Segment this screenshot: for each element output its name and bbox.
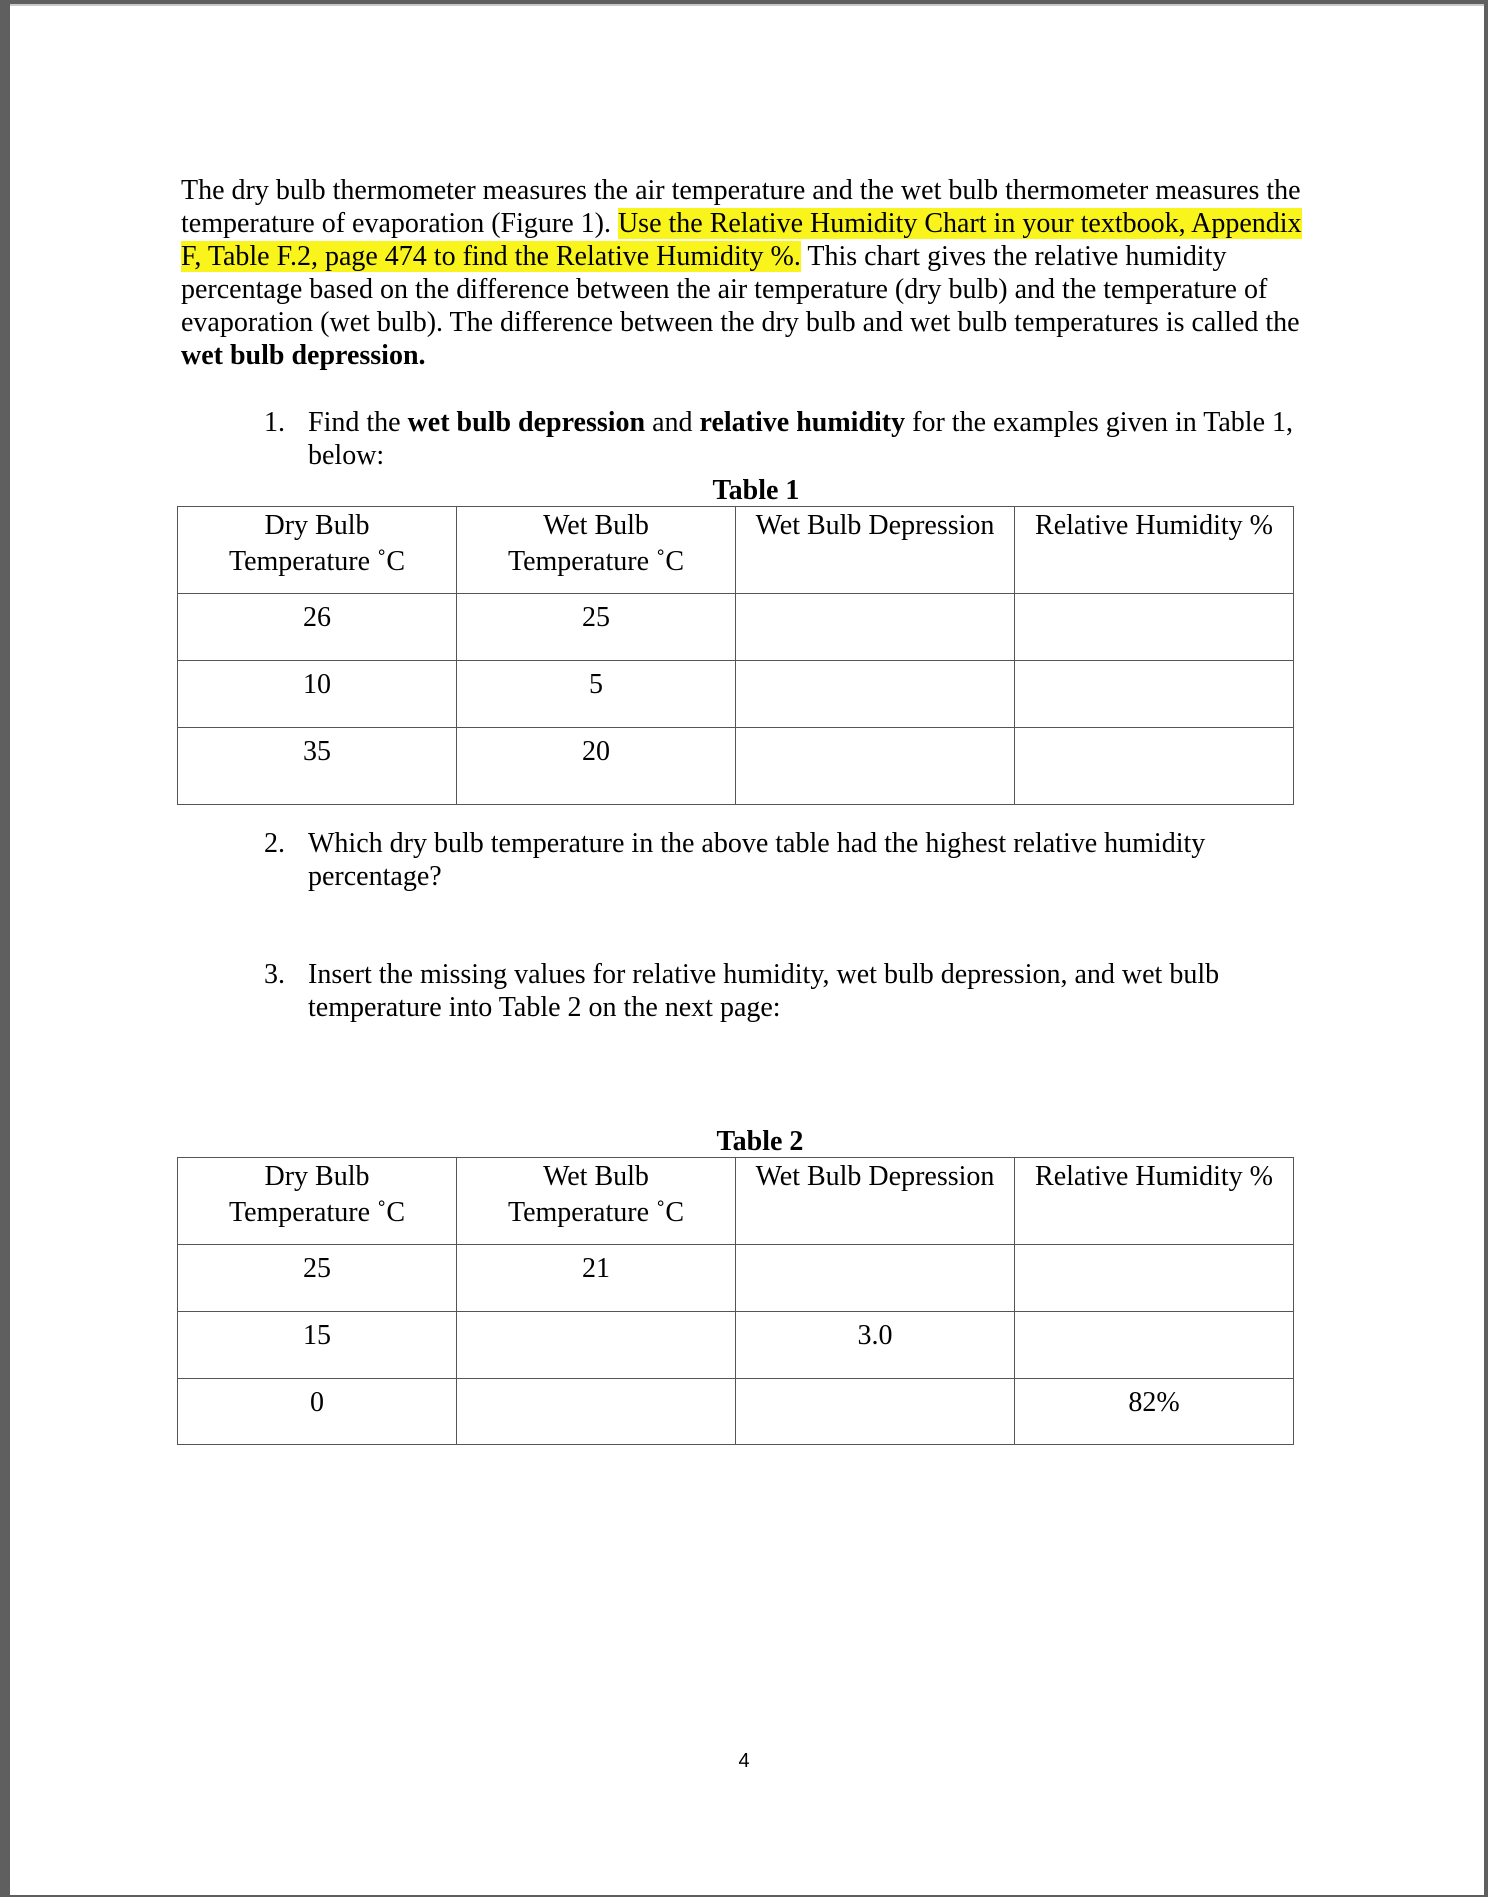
- intro-text-1: The dry bulb thermometer measures the air temperature and the wet bulb thermometer measures the temperature of evaporation (Figure 1).: [181, 175, 1301, 239]
- header-relative-humidity: Relative Humidity %: [1015, 1158, 1294, 1245]
- table-cell: 10: [178, 661, 457, 728]
- header-relative-humidity: Relative Humidity %: [1015, 507, 1294, 594]
- table-row: [178, 1379, 1294, 1445]
- table-2: [177, 1157, 1294, 1445]
- table-cell[interactable]: [1015, 594, 1294, 661]
- question-number: 2.: [264, 828, 285, 859]
- table-row: [178, 1245, 1294, 1312]
- table-cell: 82%: [1015, 1379, 1294, 1445]
- question-2: [264, 827, 1314, 893]
- table-cell: 25: [457, 594, 736, 661]
- table-cell: 25: [178, 1245, 457, 1312]
- table-row: [178, 661, 1294, 728]
- table-1: [177, 506, 1294, 805]
- table-cell: 35: [178, 728, 457, 805]
- table-2-caption: Table 2: [716, 1126, 804, 1157]
- question-number: 3.: [264, 959, 285, 990]
- table-cell: 15: [178, 1312, 457, 1379]
- header-dry-bulb: Dry Bulb Temperature ˚C: [178, 507, 457, 594]
- table-cell: 0: [178, 1379, 457, 1445]
- header-dry-bulb: Dry Bulb Temperature ˚C: [178, 1158, 457, 1245]
- highlighted-instruction: Use the Relative Humidity Chart in your textbook, Appendix F, Table F.2, page 474 to find the Relative Humidity %.: [181, 208, 1302, 272]
- table-row: [178, 728, 1294, 805]
- question-text: Find the wet bulb depression and relative humidity for the examples given in Table 1, below:: [308, 407, 1293, 471]
- table-cell[interactable]: [736, 1379, 1015, 1445]
- question-text: Insert the missing values for relative humidity, wet bulb depression, and wet bulb temperature into Table 2 on the next page:: [308, 959, 1220, 1023]
- question-text: Which dry bulb temperature in the above table had the highest relative humidity percentage?: [308, 828, 1206, 892]
- intro-bold-term: wet bulb depression.: [181, 340, 426, 371]
- page-number: 4: [738, 1750, 750, 1772]
- table-cell: 21: [457, 1245, 736, 1312]
- question-number: 1.: [264, 407, 285, 438]
- question-3: [264, 958, 1314, 1024]
- table-cell[interactable]: [736, 728, 1015, 805]
- table-cell[interactable]: [1015, 661, 1294, 728]
- intro-paragraph: [181, 174, 1311, 372]
- table-1-caption: Table 1: [712, 475, 800, 506]
- table-header-row: [178, 507, 1294, 594]
- question-1: [264, 406, 1314, 472]
- table-cell: 3.0: [736, 1312, 1015, 1379]
- header-wet-bulb-depression: Wet Bulb Depression: [736, 1158, 1015, 1245]
- table-cell[interactable]: [457, 1379, 736, 1445]
- table-cell: 5: [457, 661, 736, 728]
- table-header-row: [178, 1158, 1294, 1245]
- table-cell: 26: [178, 594, 457, 661]
- header-wet-bulb-depression: Wet Bulb Depression: [736, 507, 1015, 594]
- table-cell[interactable]: [736, 661, 1015, 728]
- table-row: [178, 1312, 1294, 1379]
- table-cell[interactable]: [457, 1312, 736, 1379]
- table-row: [178, 594, 1294, 661]
- intro-text-2: This chart gives the relative humidity percentage based on the difference between the air temperature (dry bulb) and the temperature of evaporation (wet bulb). The difference between the dry bulb and wet bulb temperatures is called the: [181, 241, 1300, 338]
- header-wet-bulb: Wet Bulb Temperature ˚C: [457, 507, 736, 594]
- table-cell: 20: [457, 728, 736, 805]
- table-cell[interactable]: [736, 594, 1015, 661]
- table-cell[interactable]: [1015, 1245, 1294, 1312]
- table-cell[interactable]: [1015, 728, 1294, 805]
- header-wet-bulb: Wet Bulb Temperature ˚C: [457, 1158, 736, 1245]
- table-cell[interactable]: [1015, 1312, 1294, 1379]
- table-cell[interactable]: [736, 1245, 1015, 1312]
